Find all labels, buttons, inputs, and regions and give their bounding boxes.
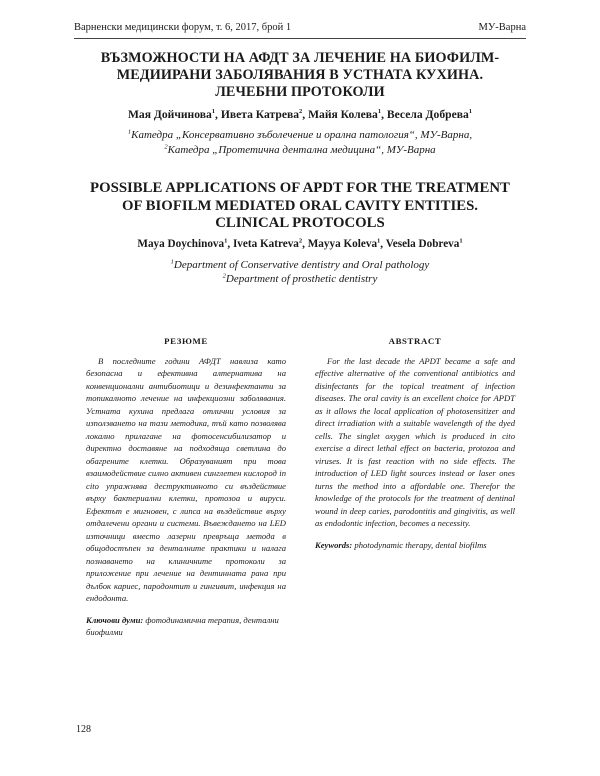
abstract-text: For the last decade the APDT became a safe and effective alternative of the conventional antibiotics and disinfectants for the topical treatment of infection diseases. The oral cavity is an excellent choice for APDT as it allows the local application of photosensitizer and direct irradiation with a suitable wavelength of the dyed cells. The singlet oxygen which is produced in cito exercise a direct lethal effect on bacteria, protozoa and viruses. It is fast reaction with no side effects. The introduction of LED light sources instead or laser ones turns the method into a affordable one. Therefor the knowledge of the protocols for the treatment of dentinal wound in deep caries, parodontitis and gingivitis, as well as endodontic infection, becomes a necessity. xyxy=(315,355,515,528)
author: Майя Колева$^1$ xyxy=(308,108,382,121)
author: Ивета Катрева$^2$ xyxy=(220,108,303,121)
keywords-text: photodynamic therapy, dental biofilms xyxy=(354,539,487,550)
author: Mayya Koleva$^1$ xyxy=(307,237,381,250)
en-title-line: OF BIOFILM MEDIATED ORAL CAVITY ENTITIES. xyxy=(121,197,478,214)
running-header xyxy=(74,22,526,39)
en-title-line: POSSIBLE APPLICATIONS OF APDT FOR THE TREATMENT xyxy=(90,180,510,196)
bg-author-list: Мая Дойчинова$^1$, Ивета Катрева$^2$, Майя Колева$^1$, Весела Добрева$^1$ xyxy=(127,108,473,121)
abstract-heading: ABSTRACT xyxy=(388,336,442,346)
affiliation: $^2$Department of prosthetic dentistry xyxy=(222,272,378,285)
page-number: 128 xyxy=(76,724,91,735)
en-author-list: Maya Doychinova$^1$, Iveta Katreva$^2$, Mayya Koleva$^1$, Vesela Dobreva$^1$ xyxy=(137,237,463,250)
affiliation: $^1$Катедра „Консервативно зъболечение и орална патология“, МУ-Варна, xyxy=(127,128,473,141)
summary-bg-column xyxy=(86,335,286,639)
bg-affiliations xyxy=(60,128,540,158)
summary-text: В последните години АФДТ навлиза като безопасна и ефективна алтернатива на конвенционални антибиотици и дезинфектанти за топикалното лечение на инфекциозни заболявания. Устната кухина предлага отлични условия за използването на тази методика, тъй като позволява локално прилагане на фотосенсибилизатор и директно доставяне на подходяща светлина до обагрените клетки. Образуваният при това взаимодействие силно активен синглетен кислород in cito упражнява деструктивното си въздействие върху бактериални клетки, протозоа и вируси. Ефектът е мигновен, с липса на въздействие върху отдалечени органи и системи. Въвеждането на LED източници вместо лазерни превръща метода в общодостъпен за денталните практики и налага познаването на клиничните протоколи за приложение при лечение на дентинната рана при дълбок кариес, пародонтит и гингивит, инфекция на ендодонта. xyxy=(86,355,286,603)
author: Vesela Dobreva$^1$ xyxy=(385,237,463,250)
keywords-label: Ключови думи: xyxy=(86,614,144,625)
author: Весела Добрева$^1$ xyxy=(386,108,473,121)
keywords-bg xyxy=(86,614,286,639)
abstract-en-column xyxy=(315,335,515,551)
author: Iveta Katreva$^2$ xyxy=(232,237,303,250)
affiliation: $^2$Катедра „Протетична дентална медицина“, МУ-Варна xyxy=(164,143,436,156)
publisher: МУ-Варна xyxy=(478,22,526,33)
keywords-text: фотодинамична терапия, дентални биофилми xyxy=(86,614,279,637)
en-article-title xyxy=(60,180,540,233)
en-title-line: CLINICAL PROTOCOLS xyxy=(215,215,385,231)
author: Maya Doychinova$^1$ xyxy=(137,237,228,250)
bg-title-line: ВЪЗМОЖНОСТИ НА АФДТ ЗА ЛЕЧЕНИЕ НА БИОФИЛМ- xyxy=(100,50,500,66)
keywords-en xyxy=(315,539,515,552)
author: Мая Дойчинова$^1$ xyxy=(127,108,216,121)
journal-title: Варненски медицински форум, т. 6, 2017, брой 1 xyxy=(74,22,292,33)
bg-title-line: ЛЕЧЕБНИ ПРОТОКОЛИ xyxy=(215,84,385,100)
keywords-label: Keywords: xyxy=(315,539,353,550)
en-affiliations xyxy=(60,258,540,286)
summary-heading: РЕЗЮМЕ xyxy=(164,336,208,346)
affiliation: $^1$Department of Conservative dentistry and Oral pathology xyxy=(170,258,430,271)
bg-article-title xyxy=(60,50,540,101)
bg-title-line: МЕДИИРАНИ ЗАБОЛЯВАНИЯ В УСТНАТА КУХИНА. xyxy=(116,67,484,83)
